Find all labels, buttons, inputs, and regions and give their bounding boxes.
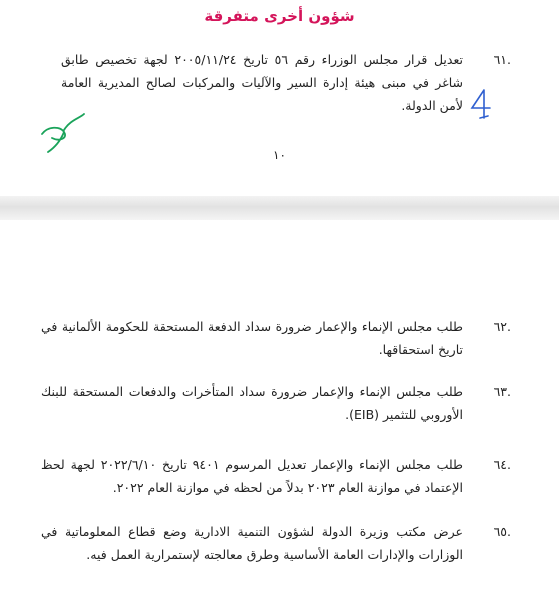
- item-text: عرض مكتب وزيرة الدولة لشؤون التنمية الادارية وضع قطاع المعلوماتية في الوزارات والإدارات العامة الأساسية وطرق معالجته لإستمرارية العمل فيه.: [41, 524, 463, 562]
- agenda-item-65: [41, 520, 511, 566]
- item-text: طلب مجلس الإنماء والإعمار تعديل المرسوم ٩٤٠١ تاريخ ٢٠٢٢/٦/١٠ لجهة لحظ الإعتماد في موازنة العام ٢٠٢٣ بدلاً من لحظه في موازنة العام ٢٠٢٢.: [41, 457, 463, 495]
- item-number: .٦١: [493, 52, 511, 67]
- agenda-item-64: [41, 453, 511, 499]
- item-number: .٦٢: [493, 319, 511, 334]
- item-number: .٦٥: [493, 524, 511, 539]
- agenda-item-63: [41, 380, 511, 426]
- agenda-item-61: [61, 48, 511, 117]
- document-page-bottom: [0, 220, 559, 605]
- agenda-item-62: [41, 315, 511, 361]
- item-number: .٦٣: [493, 384, 511, 399]
- item-number: .٦٤: [493, 457, 511, 472]
- item-text: طلب مجلس الإنماء والإعمار ضرورة سداد المتأخرات والدفعات المستحقة للبنك الأوروبي للتثمير (EIB).: [41, 384, 463, 422]
- document-page-top: [0, 0, 559, 196]
- item-text: تعديل قرار مجلس الوزراء رقم ٥٦ تاريخ ٢٠٠٥/١١/٢٤ لجهة تخصيص طابق شاغر في مبنى هيئة إدارة السير والآليات والمركبات لصالح المديرية العامة لأمن الدولة.: [61, 52, 463, 113]
- page-separator: [0, 196, 559, 220]
- item-text: طلب مجلس الإنماء والإعمار ضرورة سداد الدفعة المستحقة للحكومة الألمانية في تاريخ استحقاقها.: [41, 319, 463, 357]
- handwritten-initial-blue: [462, 86, 498, 120]
- section-title: شؤون أخرى متفرقة: [204, 7, 355, 25]
- page-number: ١٠: [273, 148, 286, 162]
